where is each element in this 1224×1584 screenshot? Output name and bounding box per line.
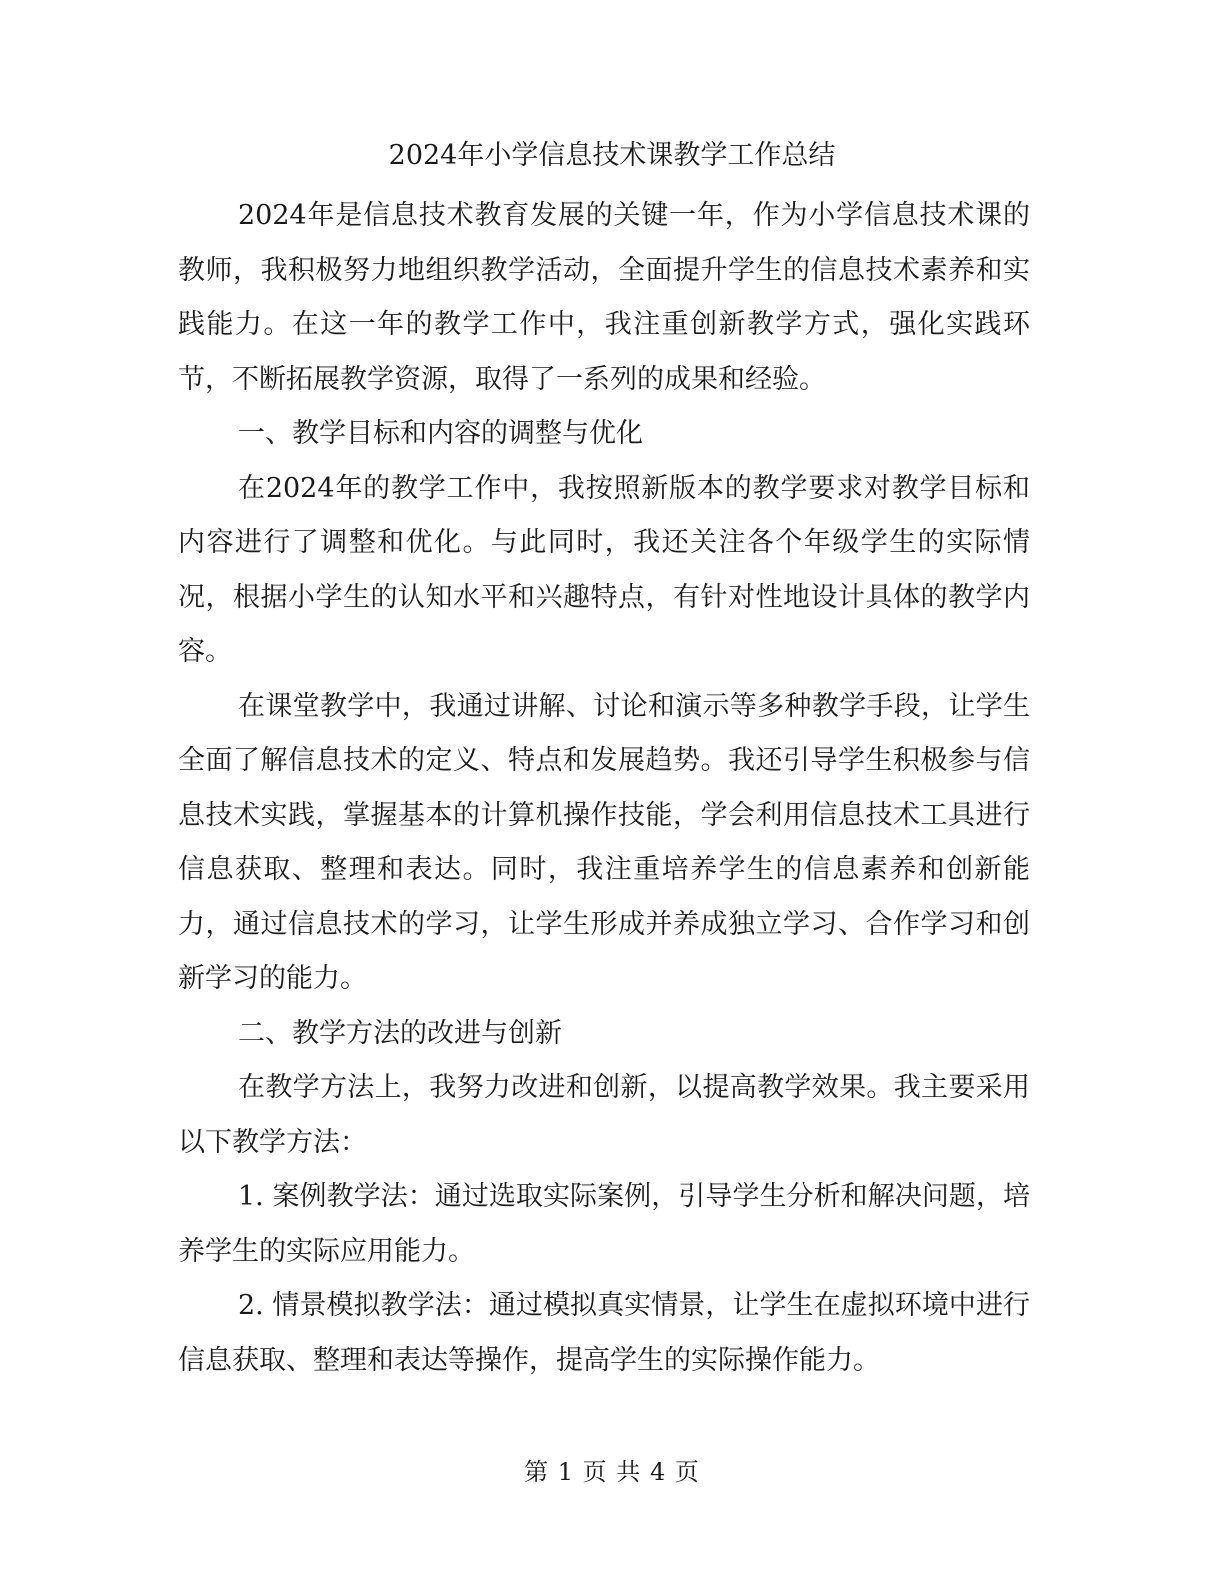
list-item-2: 2. 情景模拟教学法：通过模拟真实情景，让学生在虚拟环境中进行信息获取、整理和表达等操作，提高学生的实际操作能力。: [178, 1290, 1030, 1376]
document-title: 2024年小学信息技术课教学工作总结: [388, 140, 836, 171]
section-1-paragraph-1: 在2024年的教学工作中，我按照新版本的教学要求对教学目标和内容进行了调整和优化。与此同时，我还关注各个年级学生的实际情况，根据小学生的认知水平和兴趣特点，有针对性地设计具体的教学内容。: [178, 472, 1030, 667]
section-1-paragraph-2: 在课堂教学中，我通过讲解、讨论和演示等多种教学手段，让学生全面了解信息技术的定义、特点和发展趋势。我还引导学生积极参与信息技术实践，掌握基本的计算机操作技能，学会利用信息技术工具进行信息获取、整理和表达。同时，我注重培养学生的信息素养和创新能力，通过信息技术的学习，让学生形成并养成独立学习、合作学习和创新学习的能力。: [178, 690, 1030, 994]
section-heading-2: 二、教学方法的改进与创新: [238, 1017, 562, 1049]
section-2-paragraph-1: 在教学方法上，我努力改进和创新，以提高教学效果。我主要采用以下教学方法：: [178, 1072, 1030, 1158]
list-item-1: 1. 案例教学法：通过选取实际案例，引导学生分析和解决问题，培养学生的实际应用能力。: [178, 1181, 1030, 1267]
section-heading-1: 一、教学目标和内容的调整与优化: [238, 418, 643, 449]
intro-paragraph: 2024年是信息技术教育发展的关键一年，作为小学信息技术课的教师，我积极努力地组织教学活动，全面提升学生的信息技术素养和实践能力。在这一年的教学工作中，我注重创新教学方式，强化实践环节，不断拓展教学资源，取得了一系列的成果和经验。: [178, 200, 1030, 395]
document-body: [178, 189, 1030, 1388]
page-footer: 第 1 页 共 4 页: [524, 1458, 700, 1486]
